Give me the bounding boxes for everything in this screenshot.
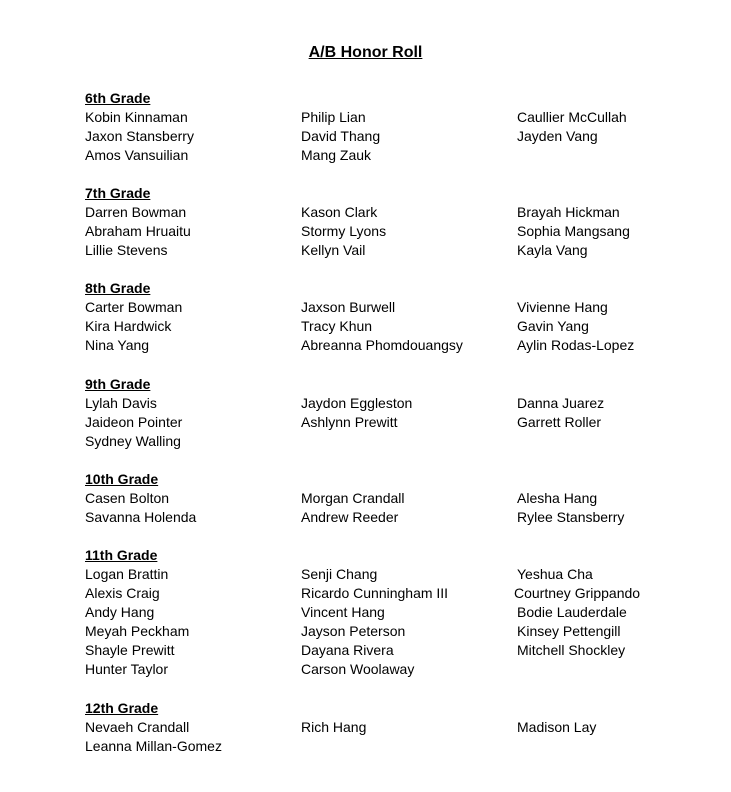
student-name: Rich Hang	[301, 719, 367, 735]
name-row	[85, 127, 598, 146]
student-name: Jaydon Eggleston	[301, 395, 413, 411]
grade-heading: 6th Grade	[85, 90, 151, 106]
grade-section-12th	[85, 699, 597, 756]
student-name: Abraham Hruaitu	[85, 223, 191, 240]
student-name: Abreanna Phomdouangsy	[301, 337, 463, 354]
name-row	[85, 146, 372, 165]
name-row	[85, 336, 635, 355]
grade-section-8th	[85, 279, 635, 355]
student-name: Madison Lay	[517, 719, 597, 735]
grade-heading: 11th Grade	[85, 547, 158, 563]
student-name: Casen Bolton	[85, 490, 170, 506]
name-row	[85, 432, 181, 451]
grade-heading: 10th Grade	[85, 471, 159, 487]
student-name: Bodie Lauderdale	[517, 604, 627, 621]
student-name: Logan Brattin	[85, 566, 169, 582]
name-row	[85, 413, 602, 432]
student-name: Brayah Hickman	[517, 204, 620, 220]
student-name: Ashlynn Prewitt	[301, 414, 398, 431]
student-name: Alexis Craig	[85, 585, 160, 602]
student-name: Nina Yang	[85, 337, 150, 354]
page-title: A/B Honor Roll	[308, 44, 423, 61]
name-row	[85, 508, 625, 527]
name-row	[85, 603, 627, 622]
student-name: Lylah Davis	[85, 395, 157, 411]
student-name: Nevaeh Crandall	[85, 719, 190, 735]
student-name: Andy Hang	[85, 604, 155, 621]
student-name: David Thang	[301, 128, 381, 145]
grade-section-10th	[85, 470, 625, 527]
grade-section-7th	[85, 184, 630, 260]
student-name: Garrett Roller	[517, 414, 602, 431]
student-name: Lillie Stevens	[85, 242, 168, 259]
student-name: Leanna Millan-Gomez	[85, 738, 222, 755]
student-name: Sophia Mangsang	[517, 223, 630, 240]
student-name: Jayden Vang	[517, 128, 598, 145]
student-name: Meyah Peckham	[85, 623, 190, 640]
grade-heading: 9th Grade	[85, 376, 151, 392]
student-name: Courtney Grippando	[514, 585, 641, 602]
name-row	[85, 737, 222, 756]
name-row	[85, 489, 598, 508]
name-row	[85, 565, 593, 584]
student-name: Aylin Rodas-Lopez	[517, 337, 635, 354]
student-name: Stormy Lyons	[301, 223, 387, 240]
name-row	[85, 203, 620, 222]
name-row	[85, 394, 605, 413]
student-name: Tracy Khun	[301, 318, 373, 335]
name-row	[85, 241, 588, 260]
grade-section-11th	[85, 546, 641, 680]
student-name: Kason Clark	[301, 204, 378, 220]
student-name: Kinsey Pettengill	[517, 623, 621, 640]
name-row	[85, 718, 597, 737]
student-name: Mitchell Shockley	[517, 642, 626, 659]
student-name: Darren Bowman	[85, 204, 187, 220]
student-name: Carson Woolaway	[301, 661, 415, 678]
grade-heading: 12th Grade	[85, 700, 159, 716]
name-row	[85, 108, 627, 127]
name-row	[85, 298, 608, 317]
student-name: Morgan Crandall	[301, 490, 405, 506]
student-name: Philip Lian	[301, 109, 366, 125]
student-name: Ricardo Cunningham III	[301, 585, 449, 602]
student-name: Kobin Kinnaman	[85, 109, 188, 125]
student-name: Vivienne Hang	[517, 299, 608, 315]
student-name: Mang Zauk	[301, 147, 372, 164]
name-row	[85, 584, 641, 603]
name-row	[85, 660, 415, 679]
name-row	[85, 641, 626, 660]
name-row	[85, 317, 589, 336]
name-row	[85, 222, 630, 241]
student-name: Carter Bowman	[85, 299, 183, 315]
student-name: Kayla Vang	[517, 242, 588, 259]
student-name: Andrew Reeder	[301, 509, 399, 526]
student-name: Danna Juarez	[517, 395, 605, 411]
student-name: Savanna Holenda	[85, 509, 197, 526]
student-name: Kellyn Vail	[301, 242, 366, 259]
name-row	[85, 622, 621, 641]
student-name: Senji Chang	[301, 566, 378, 582]
student-name: Hunter Taylor	[85, 661, 169, 678]
student-name: Jayson Peterson	[301, 623, 406, 640]
student-name: Shayle Prewitt	[85, 642, 175, 659]
student-name: Vincent Hang	[301, 604, 385, 621]
student-name: Jaxon Stansberry	[85, 128, 194, 145]
student-name: Amos Vansuilian	[85, 147, 189, 164]
student-name: Rylee Stansberry	[517, 509, 625, 526]
grade-heading: 7th Grade	[85, 185, 151, 201]
student-name: Jaideon Pointer	[85, 414, 183, 431]
student-name: Jaxson Burwell	[301, 299, 396, 315]
grade-section-9th	[85, 375, 605, 451]
grade-section-6th	[85, 89, 627, 165]
student-name: Kira Hardwick	[85, 318, 172, 335]
student-name: Sydney Walling	[85, 433, 181, 450]
student-name: Caullier McCullah	[517, 109, 627, 125]
grade-heading: 8th Grade	[85, 280, 151, 296]
student-name: Gavin Yang	[517, 318, 589, 335]
student-name: Yeshua Cha	[517, 566, 593, 582]
student-name: Alesha Hang	[517, 490, 598, 506]
student-name: Dayana Rivera	[301, 642, 394, 659]
